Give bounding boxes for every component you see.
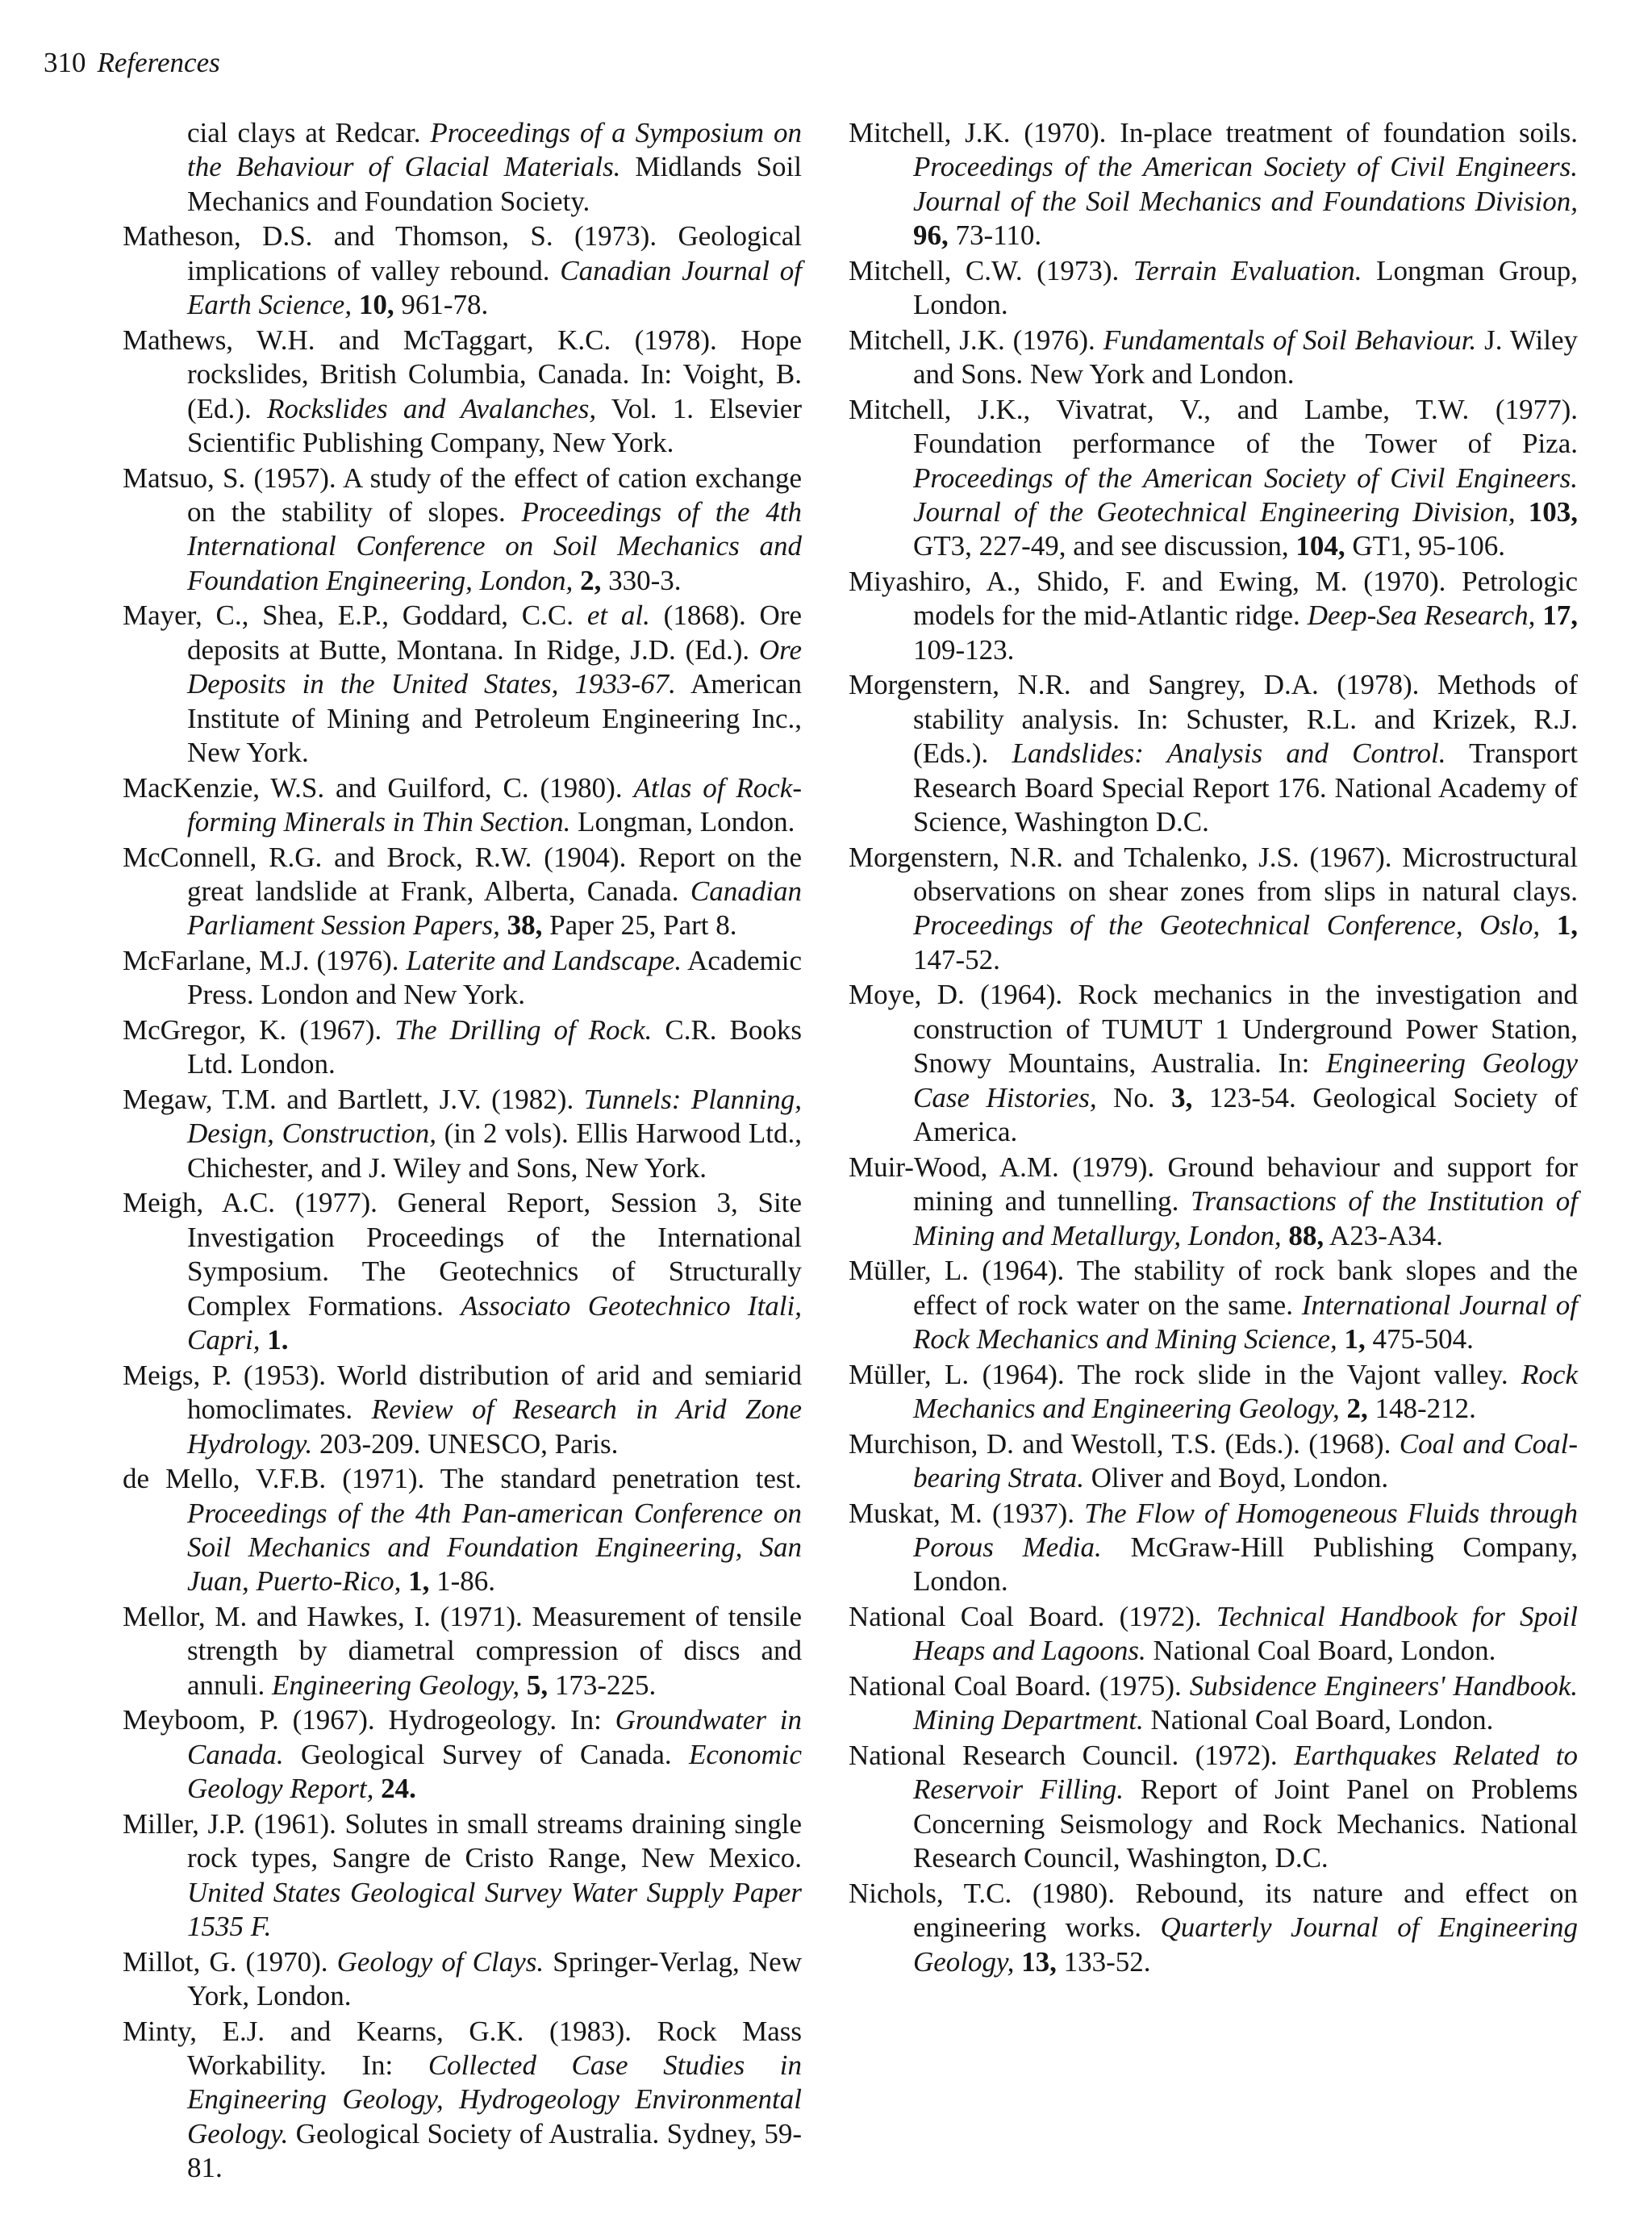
reference-entry: Meyboom, P. (1967). Hydrogeology. In: Groundwater in Canada. Geological Survey of Canada. Economic Geology Report, 24. bbox=[123, 1704, 802, 1805]
reference-entry: Nichols, T.C. (1980). Rebound, its nature and effect on engineering works. Quarterly Journal of Engineering Geology, 13, 133-52. bbox=[849, 1877, 1579, 1978]
reference-entry: Millot, G. (1970). Geology of Clays. Springer-Verlag, New York, London. bbox=[123, 1945, 802, 2012]
reference-entry: Moye, D. (1964). Rock mechanics in the investigation and construction of TUMUT 1 Underground Power Station, Snowy Mountains, Australia. In: Engineering Geology Case Histories, No. 3, 123-54. Geological Society of America. bbox=[849, 979, 1578, 1148]
reference-entry: McFarlane, M.J. (1976). Laterite and Landscape. Academic Press. London and New York. bbox=[123, 945, 803, 1011]
reference-entry: Muskat, M. (1937). The Flow of Homogeneous Fluids through Porous Media. McGraw-Hill Publishing Company, London. bbox=[849, 1497, 1578, 1598]
reference-entry: Mellor, M. and Hawkes, I. (1971). Measurement of tensile strength by diametral compression of discs and annuli. Engineering Geology, 5, 173-225. bbox=[123, 1600, 802, 1701]
reference-entry: Muir-Wood, A.M. (1979). Ground behaviour and support for mining and tunnelling. Transactions of the Institution of Mining and Metallurgy, London, 88, A23-A34. bbox=[849, 1151, 1579, 1251]
running-head bbox=[44, 47, 220, 79]
reference-entry: Murchison, D. and Westoll, T.S. (Eds.). (1968). Coal and Coal-bearing Strata. Oliver and Boyd, London. bbox=[849, 1427, 1578, 1493]
reference-entry: Miyashiro, A., Shido, F. and Ewing, M. (1970). Petrologic models for the mid-Atlantic ridge. Deep-Sea Research, 17, 109-123. bbox=[849, 566, 1578, 666]
reference-entry: Meigs, P. (1953). World distribution of arid and semiarid homoclimates. Review of Research in Arid Zone Hydrology. 203-209. UNESCO, Paris. bbox=[123, 1359, 802, 1460]
reference-entry: McGregor, K. (1967). The Drilling of Rock. C.R. Books Ltd. London. bbox=[123, 1014, 803, 1080]
reference-entry: Minty, E.J. and Kearns, G.K. (1983). Rock Mass Workability. In: Collected Case Studies in Engineering Geology, Hydrogeology Environmental Geology. Geological Society of Australia. Sydney, 59-81. bbox=[123, 2015, 802, 2184]
reference-entry: MacKenzie, W.S. and Guilford, C. (1980). Atlas of Rock-forming Minerals in Thin Section. Longman, London. bbox=[123, 771, 802, 838]
reference-entry: Müller, L. (1964). The rock slide in the Vajont valley. Rock Mechanics and Engineering Geology, 2, 148-212. bbox=[849, 1358, 1578, 1424]
reference-entry: Mitchell, J.K., Vivatrat, V., and Lambe, T.W. (1977). Foundation performance of the Tower of Piza. Proceedings of the American Society of Civil Engineers. Journal of the Geotechnical Engineering Division, 103, GT3, 227-49, and see discussion, 104, GT1, 95-106. bbox=[849, 393, 1578, 562]
reference-entry: Müller, L. (1964). The stability of rock bank slopes and the effect of rock water on the same. International Journal of Rock Mechanics and Mining Science, 1, 475-504. bbox=[849, 1255, 1578, 1355]
reference-entry: Matsuo, S. (1957). A study of the effect of cation exchange on the stability of slopes. Proceedings of the 4th International Conference on Soil Mechanics and Foundation Engineering, London, 2, 330-3. bbox=[123, 462, 802, 596]
section-title: References bbox=[97, 47, 220, 78]
reference-entry: McConnell, R.G. and Brock, R.W. (1904). Report on the great landslide at Frank, Alberta, Canada. Canadian Parliament Session Papers, 38, Paper 25, Part 8. bbox=[123, 841, 802, 942]
reference-entry: Miller, J.P. (1961). Solutes in small streams draining single rock types, Sangre de Cristo Range, New Mexico. United States Geological Survey Water Supply Paper 1535 F. bbox=[123, 1807, 802, 1942]
references-left-column bbox=[123, 116, 802, 2187]
reference-entry: Matheson, D.S. and Thomson, S. (1973). Geological implications of valley rebound. Canadian Journal of Earth Science, 10, 961-78. bbox=[123, 220, 802, 321]
reference-entry: National Coal Board. (1975). Subsidence Engineers' Handbook. Mining Department. National Coal Board, London. bbox=[849, 1669, 1578, 1736]
reference-entry: Mitchell, J.K. (1970). In-place treatment of foundation soils. Proceedings of the American Society of Civil Engineers. Journal of the Soil Mechanics and Foundations Division, 96, 73-110. bbox=[849, 117, 1578, 252]
reference-entry: Megaw, T.M. and Bartlett, J.V. (1982). Tunnels: Planning, Design, Construction, (in 2 vols). Ellis Harwood Ltd., Chichester, and J. Wiley and Sons, New York. bbox=[123, 1084, 802, 1184]
reference-entry: de Mello, V.F.B. (1971). The standard penetration test. Proceedings of the 4th Pan-american Conference on Soil Mechanics and Foundation Engineering, San Juan, Puerto-Rico, 1, 1-86. bbox=[123, 1463, 802, 1598]
page-number: 310 bbox=[44, 47, 86, 78]
reference-entry: Morgenstern, N.R. and Tchalenko, J.S. (1967). Microstructural observations on shear zones from slips in natural clays. Proceedings of the Geotechnical Conference, Oslo, 1, 147-52. bbox=[849, 841, 1579, 975]
reference-entry: Mathews, W.H. and McTaggart, K.C. (1978). Hope rockslides, British Columbia, Canada. In: Voight, B. (Ed.). Rockslides and Avalanches, Vol. 1. Elsevier Scientific Publishing Company, New York. bbox=[123, 324, 802, 459]
reference-entry: National Research Council. (1972). Earthquakes Related to Reservoir Filling. Report of Joint Panel on Problems Concerning Seismology and Rock Mechanics. National Research Council, Washington, D.C. bbox=[849, 1739, 1578, 1874]
references-right-column bbox=[849, 116, 1578, 1980]
reference-entry: Mayer, C., Shea, E.P., Goddard, C.C. et al. (1868). Ore deposits at Butte, Montana. In Ridge, J.D. (Ed.). Ore Deposits in the United States, 1933-67. American Institute of Mining and Petroleum Engineering Inc., New York. bbox=[123, 599, 803, 769]
reference-entry: Mitchell, C.W. (1973). Terrain Evaluation. Longman Group, London. bbox=[849, 254, 1579, 321]
reference-entry: cial clays at Redcar. Proceedings of a Symposium on the Behaviour of Glacial Materials. Midlands Soil Mechanics and Foundation Society. bbox=[187, 117, 802, 217]
reference-entry: Meigh, A.C. (1977). General Report, Session 3, Site Investigation Proceedings of the International Symposium. The Geotechnics of Structurally Complex Formations. Associato Geotechnico Itali, Capri, 1. bbox=[123, 1187, 803, 1356]
reference-entry: National Coal Board. (1972). Technical Handbook for Spoil Heaps and Lagoons. National Coal Board, London. bbox=[849, 1600, 1578, 1667]
reference-entry: Mitchell, J.K. (1976). Fundamentals of Soil Behaviour. J. Wiley and Sons. New York and London. bbox=[849, 324, 1578, 391]
reference-entry: Morgenstern, N.R. and Sangrey, D.A. (1978). Methods of stability analysis. In: Schuster, R.L. and Krizek, R.J. (Eds.). Landslides: Analysis and Control. Transport Research Board Special Report 176. National Academy of Science, Washington D.C. bbox=[849, 669, 1578, 838]
